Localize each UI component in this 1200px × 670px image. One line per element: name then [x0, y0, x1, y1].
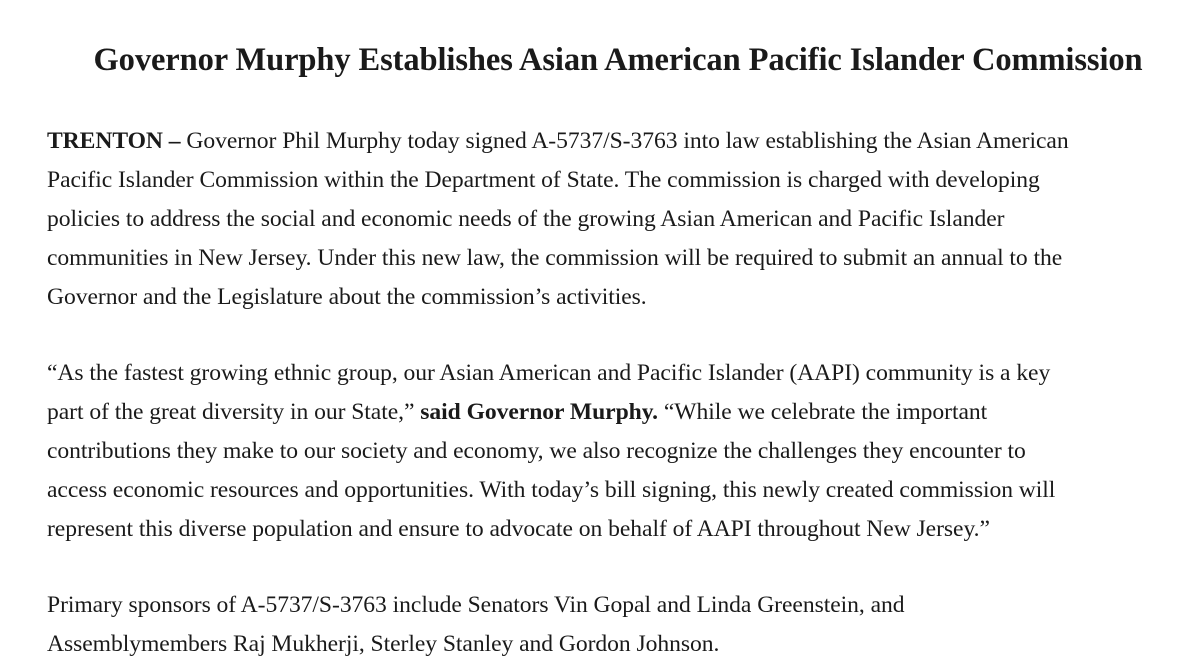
intro-paragraph: [47, 122, 1187, 317]
paragraph-line: Assemblymembers Raj Mukherji, Sterley Stanley and Gordon Johnson.: [47, 631, 720, 657]
paragraph-line: contributions they make to our society and economy, we also recognize the challenges they encounter to: [47, 438, 1026, 464]
paragraph-line: access economic resources and opportunities. With today’s bill signing, this newly created commission will: [47, 477, 1056, 503]
sponsors-paragraph: [47, 586, 1187, 664]
dateline: TRENTON –: [47, 128, 181, 154]
paragraph-line: [47, 122, 1187, 161]
paragraph-line: [47, 393, 1187, 432]
paragraph-line: Governor and the Legislature about the commission’s activities.: [47, 284, 647, 310]
paragraph-text: “While we celebrate the important: [658, 399, 988, 425]
quote-paragraph: [47, 354, 1187, 549]
paragraph-line: Primary sponsors of A-5737/S-3763 include Senators Vin Gopal and Linda Greenstein, and: [47, 592, 905, 618]
paragraph-line: communities in New Jersey. Under this new law, the commission will be required to submit an annual to the: [47, 245, 1063, 271]
paragraph-text: Governor Phil Murphy today signed A-5737/S-3763 into law establishing the Asian American: [180, 128, 1069, 154]
page-title: Governor Murphy Establishes Asian American Pacific Islander Commission: [93, 42, 1143, 78]
paragraph-line: policies to address the social and economic needs of the growing Asian American and Pacific Islander: [47, 206, 1005, 232]
paragraph-line: “As the fastest growing ethnic group, our Asian American and Pacific Islander (AAPI) community is a key: [47, 360, 1051, 386]
paragraph-line: represent this diverse population and ensure to advocate on behalf of AAPI throughout New Jersey.”: [47, 516, 990, 542]
speaker-attribution: said Governor Murphy.: [420, 399, 659, 425]
paragraph-line: Pacific Islander Commission within the Department of State. The commission is charged with developing: [47, 167, 1040, 193]
paragraph-text: part of the great diversity in our State,”: [47, 399, 421, 425]
